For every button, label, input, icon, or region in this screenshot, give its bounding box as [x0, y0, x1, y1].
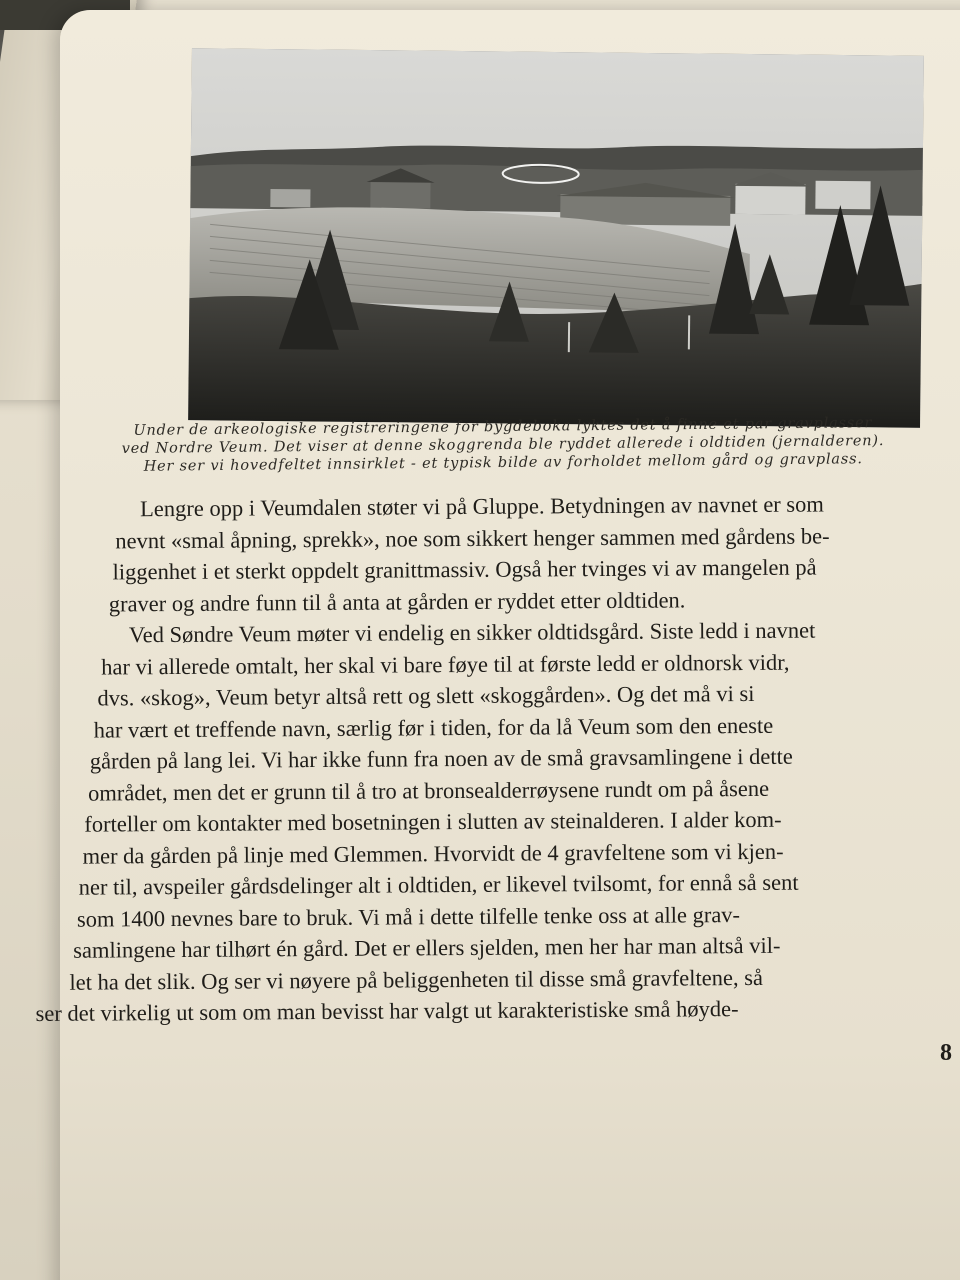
farm-landscape-image [188, 48, 924, 428]
body-line: ser det virkelig ut som om man bevisst har valgt ut karakteristiske små høyde- [35, 996, 739, 1026]
body-line: samlingene har tilhørt én gård. Det er ellers sjelden, men her har man altså vil- [73, 932, 781, 963]
body-line: dvs. «skog», Veum betyr altså rett og slett «skoggården». Og det må vi si [97, 680, 755, 711]
caption-line: Her ser vi hovedfeltet innsirklet - et typisk bilde av forholdet mellom gård og gravplass. [143, 451, 863, 475]
body-line: har vi allerede omtalt, her skal vi bare føye til at første ledd er oldnorsk vidr, [101, 649, 790, 680]
landscape-photo [188, 48, 924, 428]
body-line: nevnt «smal åpning, sprekk», noe som sikkert henger sammen med gårdens be- [115, 522, 830, 553]
body-line: som 1400 nevnes bare to bruk. Vi må i dette tilfelle tenke oss at alle grav- [76, 901, 741, 932]
body-line: gården på lang lei. Vi har ikke funn fra noen av de små gravsamlingene i dette [89, 743, 793, 774]
body-line: har vært et treffende navn, særlig før i tiden, for da lå Veum som den eneste [93, 712, 774, 743]
photo-caption [108, 414, 899, 476]
body-line: mer da gården på linje med Glemmen. Hvorvidt de 4 gravfeltene som vi kjen- [82, 838, 784, 869]
body-text [30, 487, 960, 1029]
body-line: Ved Søndre Veum møter vi endelig en sikker oldtidsgård. Siste ledd i navnet [128, 617, 816, 648]
body-line: let ha det slik. Og ser vi nøyere på beliggenheten til disse små gravfeltene, så [69, 964, 764, 995]
caption-line: Under de arkeologiske registreringene for bygdeboka lyktes det å finne et par gravplasser [133, 415, 873, 439]
body-line: området, men det er grunn til å tro at bronsealderrøysene rundt om på åsene [87, 775, 770, 806]
body-line: ner til, avspeiler gårdsdelinger alt i oldtiden, er likevel tvilsomt, for ennå så sent [78, 869, 799, 900]
body-line: Lengre opp i Veumdalen støter vi på Gluppe. Betydningen av navnet er som [140, 491, 824, 522]
caption-line: ved Nordre Veum. Det viser at denne skoggrenda ble ryddet allerede i oldtiden (jernalderen). [121, 433, 885, 457]
body-line: forteller om kontakter med bosetningen i slutten av steinalderen. I alder kom- [84, 806, 782, 837]
body-line: liggenhet i et sterkt oppdelt granittmassiv. Også her tvinges vi av mangelen på [112, 554, 817, 585]
page-number: 8 [940, 1040, 952, 1066]
body-line: graver og andre funn til å anta at gården er ryddet etter oldtiden. [108, 586, 686, 616]
